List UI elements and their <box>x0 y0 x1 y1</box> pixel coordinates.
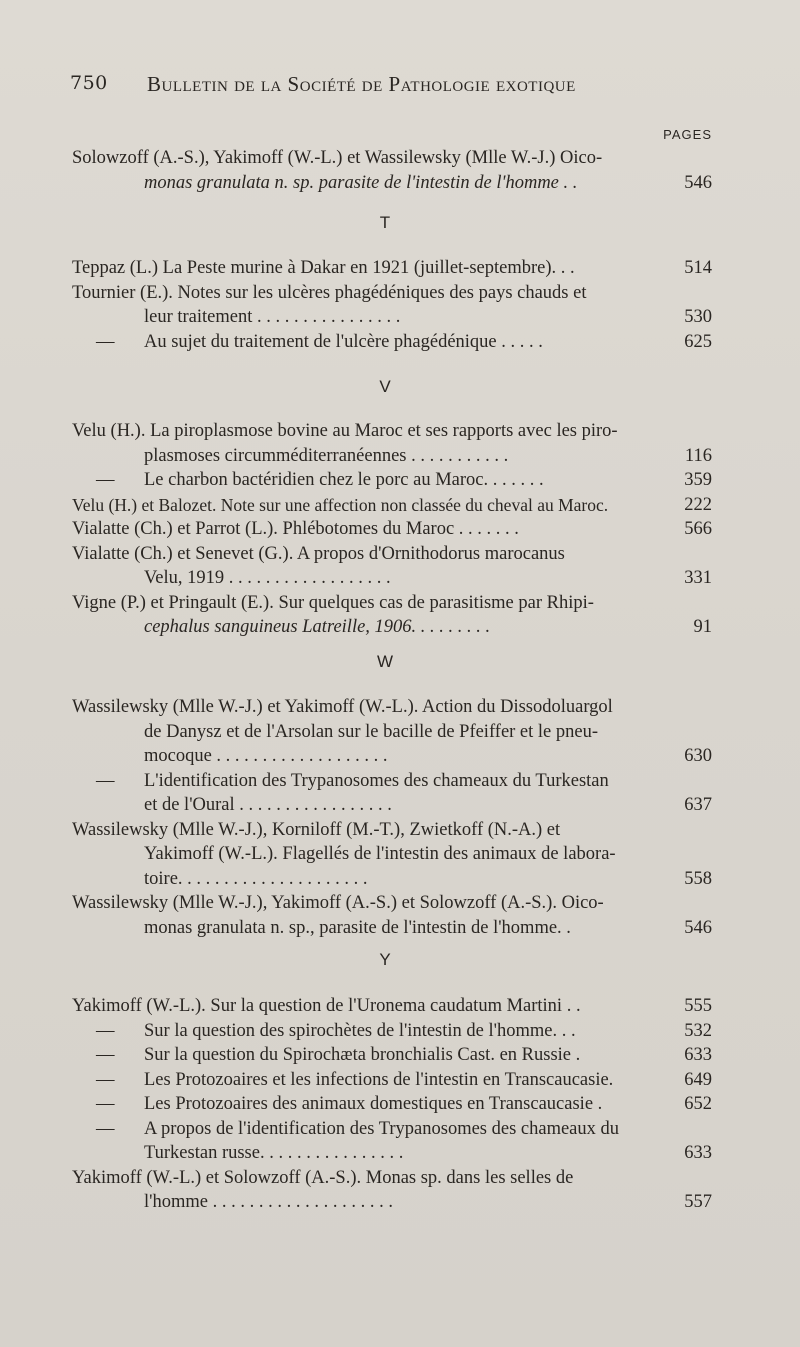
entry-line: Vialatte (Ch.) et Parrot (L.). Phlébotomes du Maroc . . . . . . . <box>72 519 519 539</box>
entry-line: et de l'Oural . . . . . . . . . . . . . . . . . <box>144 795 392 815</box>
entry-line: Yakimoff (W.-L.). Sur la question de l'Uronema caudatum Martini . . <box>72 996 581 1016</box>
page-ref: 557 <box>684 1192 712 1212</box>
index-entry <box>72 695 712 940</box>
entry-line: l'homme . . . . . . . . . . . . . . . . . . . . <box>144 1192 393 1212</box>
page-ref: 633 <box>684 1143 712 1163</box>
page-ref: 331 <box>684 568 712 588</box>
entry-line: de Danysz et de l'Arsolan sur le bacille de Pfeiffer et le pneu- <box>144 721 599 742</box>
index-entry <box>72 256 712 354</box>
entry-line: A propos de l'identification des Trypanosomes des chameaux du <box>144 1118 620 1139</box>
entry-line: Turkestan russe. . . . . . . . . . . . . . . . <box>144 1143 404 1163</box>
ditto-dash: — <box>96 1020 115 1041</box>
section-letter-w: W <box>376 652 394 671</box>
ditto-dash: — <box>96 1118 115 1139</box>
entry-line: Vigne (P.) et Pringault (E.). Sur quelques cas de parasitisme par Rhipi- <box>72 592 594 613</box>
journal-title: Bulletin de la Société de Pathologie exotique <box>147 72 576 96</box>
ditto-dash: — <box>96 1045 115 1065</box>
section-letter-t: T <box>379 213 391 232</box>
page-ref: 630 <box>684 746 712 766</box>
page-ref: 652 <box>684 1094 712 1114</box>
page-ref: 514 <box>684 258 712 278</box>
page-ref: 222 <box>684 494 712 515</box>
page-ref: 532 <box>684 1020 712 1041</box>
page-ref: 633 <box>684 1045 712 1065</box>
index-entry <box>72 146 712 195</box>
entry-line: Teppaz (L.) La Peste murine à Dakar en 1921 (juillet-septembre). . . <box>72 258 575 278</box>
entry-line: Sur la question des spirochètes de l'intestin de l'homme. . . <box>144 1020 576 1041</box>
page-ref: 359 <box>684 470 712 490</box>
entry-line: Wassilewsky (Mlle W.-J.) et Yakimoff (W.-L.). Action du Dissodoluargol <box>72 697 613 717</box>
section-letter-v: V <box>379 377 391 396</box>
entry-line: L'identification des Trypanosomes des chameaux du Turkestan <box>144 770 609 791</box>
page-ref: 649 <box>684 1069 712 1090</box>
entry-line: Vialatte (Ch.) et Senevet (G.). A propos d'Ornithodorus marocanus <box>72 543 565 564</box>
page-ref: 637 <box>684 795 712 815</box>
page-ref: 555 <box>684 996 712 1016</box>
page-ref: 566 <box>684 519 712 539</box>
index-entry <box>72 994 712 1215</box>
page-ref: 625 <box>684 331 712 352</box>
page-ref: 558 <box>684 868 712 889</box>
entry-line: Les Protozoaires et les infections de l'intestin en Transcaucasie. <box>144 1069 614 1090</box>
ditto-dash: — <box>96 331 115 352</box>
entry-line: Yakimoff (W.-L.). Flagellés de l'intestin des animaux de labora- <box>144 844 616 864</box>
entry-line: cephalus sanguineus Latreille, 1906. . . . . . . . . <box>144 617 491 637</box>
entry-line: Velu (H.) et Balozet. Note sur une affection non classée du cheval au Maroc. <box>72 494 609 515</box>
entry-line: mocoque . . . . . . . . . . . . . . . . . . . <box>144 746 388 766</box>
page-ref: 91 <box>693 617 712 637</box>
entry-line: Le charbon bactéridien chez le porc au Maroc. . . . . . . <box>144 470 544 490</box>
entry-line: Velu, 1919 . . . . . . . . . . . . . . . . . . <box>144 568 391 588</box>
ditto-dash: — <box>96 770 115 791</box>
page-ref: 546 <box>684 172 712 193</box>
entry-line: toire. . . . . . . . . . . . . . . . . . . . . <box>144 868 368 889</box>
entry-line: Yakimoff (W.-L.) et Solowzoff (A.-S.). Monas sp. dans les selles de <box>72 1167 574 1188</box>
entry-line: Wassilewsky (Mlle W.-J.), Yakimoff (A.-S.) et Solowzoff (A.-S.). Oico- <box>72 893 604 913</box>
entry-line: leur traitement . . . . . . . . . . . . . . . . <box>144 307 401 327</box>
entry-line: monas granulata n. sp. parasite de l'intestin de l'homme . . <box>144 172 578 193</box>
entry-line: Velu (H.). La piroplasmose bovine au Maroc et ses rapports avec les piro- <box>72 421 618 441</box>
page-ref: 116 <box>684 445 712 466</box>
page-ref: 546 <box>684 917 712 938</box>
entry-line: Solowzoff (A.-S.), Yakimoff (W.-L.) et Wassilewsky (Mlle W.-J.) Oico- <box>72 148 603 168</box>
section-letter-y: Y <box>379 950 391 969</box>
entry-line: Wassilewsky (Mlle W.-J.), Korniloff (M.-T.), Zwietkoff (N.-A.) et <box>72 819 561 840</box>
pages-column-label: PAGES <box>663 127 712 142</box>
page-ref: 530 <box>684 307 712 327</box>
ditto-dash: — <box>96 1069 115 1090</box>
entry-line: monas granulata n. sp., parasite de l'intestin de l'homme. . <box>144 917 571 938</box>
page-number: 750 <box>70 72 108 94</box>
entry-line: Tournier (E.). Notes sur les ulcères phagédéniques des pays chauds et <box>72 282 587 303</box>
ditto-dash: — <box>96 470 115 490</box>
entry-line: Au sujet du traitement de l'ulcère phagédénique . . . . . <box>144 331 543 352</box>
index-entry <box>72 419 712 640</box>
entry-line: Sur la question du Spirochæta bronchialis Cast. en Russie . <box>144 1045 581 1065</box>
entry-line: Les Protozoaires des animaux domestiques en Transcaucasie . <box>144 1094 603 1114</box>
entry-line: plasmoses circumméditerranéennes . . . . . . . . . . . <box>144 445 509 466</box>
ditto-dash: — <box>96 1094 115 1114</box>
